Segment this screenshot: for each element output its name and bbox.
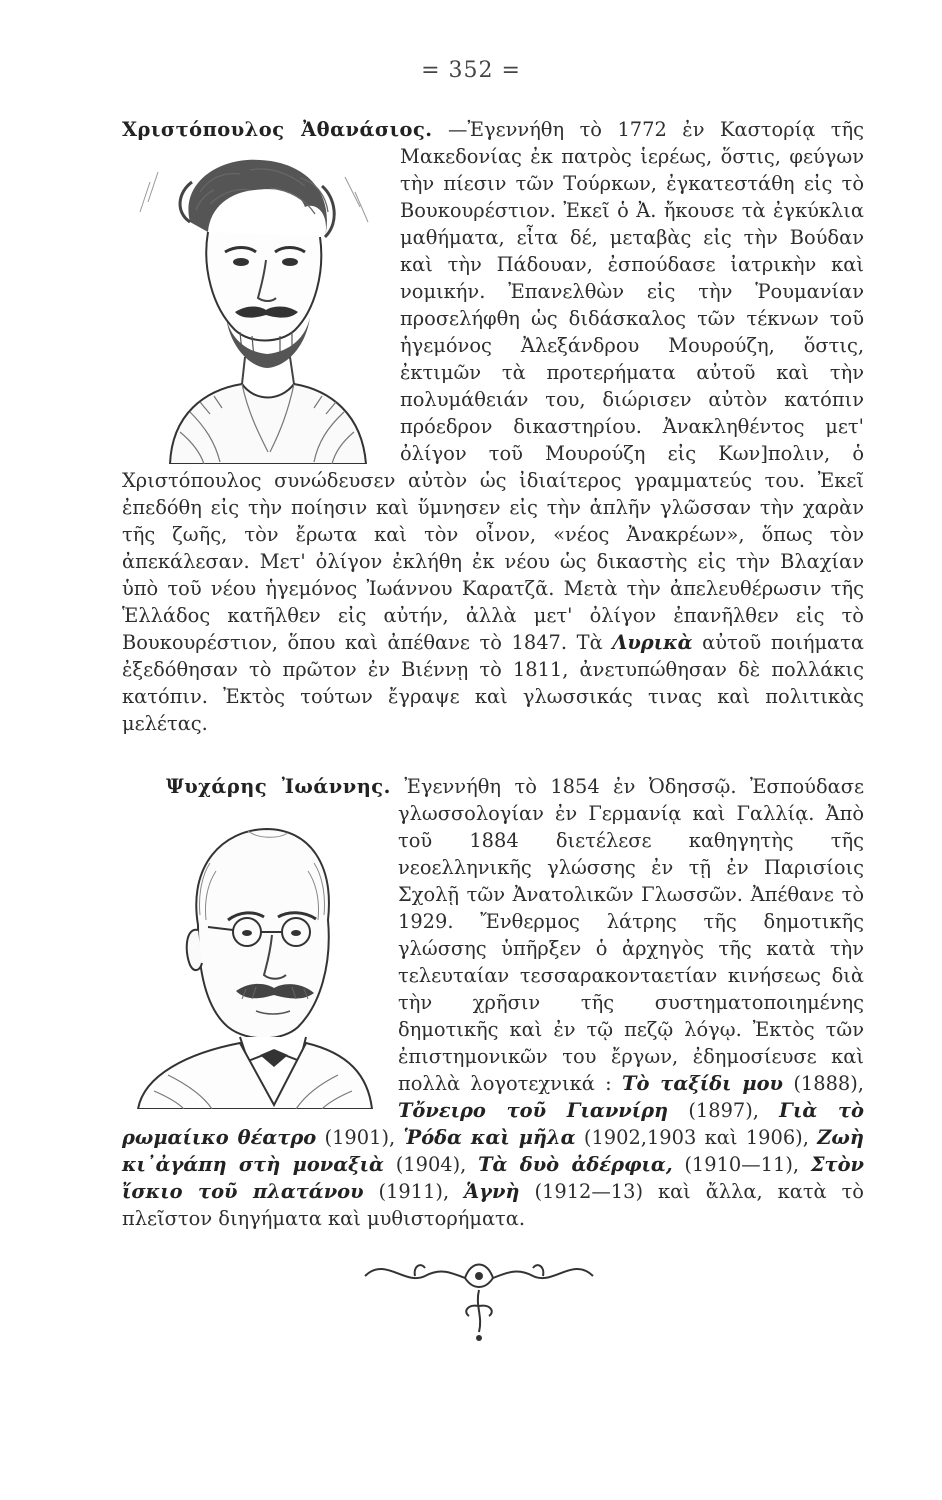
work-title-5: Ζωὴ κι᾿ἀγάπη στὴ μοναξιὰ: [122, 1126, 864, 1176]
work-year-4: (1902,1903 καὶ 1906),: [583, 1126, 809, 1149]
work-lyrika: Λυρικὰ: [612, 631, 693, 654]
work-year-5: (1904),: [395, 1153, 467, 1176]
work-title-8: Ἁγνὴ: [464, 1180, 520, 1203]
work-title-2: Τὄνειρο τοῦ Γιαννίρη: [398, 1099, 669, 1122]
work-title-3: Γιὰ τὸ ρωμαίικο θέατρο: [122, 1099, 864, 1149]
work-year-7: (1911),: [378, 1180, 450, 1203]
work-title-1: Τὸ ταξίδι μου: [622, 1072, 783, 1095]
entry-christopoulos-text-2: αὐτοῦ ποιήματα ἐξεδόθησαν τὸ πρῶτον ἐν Βιέννῃ τὸ 1811, ἀνετυπώθησαν δὲ πολλάκις κατόπιν. Ἐκτὸς τούτων ἔγραψε καὶ γλωσσικάς τινας καὶ πολιτικὰς μελέτας.: [122, 631, 864, 735]
work-title-7: Στὸν ἴσκιο τοῦ πλατάνου: [122, 1153, 864, 1203]
work-title-6: Τὰ δυὸ ἀδέρφια,: [478, 1153, 673, 1176]
entry-christopoulos-text-1: —Ἐγεννήθη τὸ 1772 ἐν Καστορίᾳ τῆς Μακεδονίας ἐκ πατρὸς ἱερέως, ὅστις, φεύγων τὴν πίεσιν τῶν Τούρκων, ἐγκατεστάθη εἰς τὸ Βουκουρέστιον. Ἐκεῖ ὁ Ἀ. ἤκουσε τὰ ἐγκύκλια μαθήματα, εἶτα δέ, μεταβὰς εἰς τὴν Βούδαν καὶ τὴν Πάδουαν, ἐσπούδασε ἰατρικὴν καὶ νομικήν. Ἐπανελθὼν εἰς τὴν Ῥουμανίαν προσελήφθη ὡς διδάσκαλος τῶν τέκνων τοῦ ἡγεμόνος Ἀλεξάνδρου Μουρούζη, ὅστις, ἐκτιμῶν τὰ προτερήματα αὐτοῦ καὶ τὴν πολυμάθειάν του, διώρισεν αὐτὸν κατόπιν πρόεδρον δικαστηρίου. Ἀνακληθέντος μετ' ὀλίγον τοῦ Μουρούζη εἰς Κων]πολιν, ὁ Χριστόπουλος συνώδευσεν αὐτὸν ὡς ἰδιαίτερος γραμματεύς του. Ἐκεῖ ἐπεδόθη εἰς τὴν ποίησιν καὶ ὕμνησεν εἰς τὴν ἁπλῆν γλῶσσαν τὴν χαρὰν τῆς ζωῆς, τὸν ἔρωτα καὶ τὸν οἶνον, «νέος Ἀνακρέων», ὅπως τὸν ἀπεκάλεσαν. Μετ' ὀλίγον ἐκλήθη ἐκ νέου ὡς δικαστὴς εἰς τὴν Βλαχίαν ὑπὸ τοῦ νέου ἡγεμόνος Ἰωάννου Καρατζᾶ. Μετὰ τὴν ἀπελευθέρωσιν τῆς Ἑλλάδος κατῆλθεν εἰς αὐτήν, ἀλλὰ μετ' ὀλίγον ἐπανῆλθεν εἰς τὸ Βουκουρέστιον, ὅπου καὶ ἀπέθανε τὸ 1847. Τὰ: [122, 118, 864, 654]
entry-christopoulos: [122, 116, 864, 737]
entry-psycharis: [122, 773, 864, 1232]
portrait-christopoulos-image: [130, 152, 378, 464]
work-year-1: (1888),: [793, 1072, 864, 1095]
page-number: = 352 =: [421, 58, 521, 83]
work-year-8: (1912—13): [534, 1180, 644, 1203]
portrait-psycharis-image: [128, 805, 376, 1109]
work-year-3: (1901),: [324, 1126, 396, 1149]
entry-christopoulos-title: Χριστόπουλος Ἀθανάσιος.: [122, 118, 433, 141]
entry-psycharis-text-1: Ἐγεννήθη τὸ 1854 ἐν Ὀδησσῷ. Ἐσπούδασε γλωσσολογίαν ἐν Γερμανίᾳ καὶ Γαλλίᾳ. Ἀπὸ τοῦ 1884 διετέλεσε καθηγητὴς τῆς νεοελληνικῆς γλώσσης ἐν τῇ ἐν Παρισίοις Σχολῇ τῶν Ἀνατολικῶν Γλωσσῶν. Ἀπέθανε τὸ 1929. Ἔνθερμος λάτρης τῆς δημοτικῆς γλώσσης ὑπῆρξεν ὁ ἀρχηγὸς τῆς κατὰ τὴν τελευταίαν τεσσαρακονταετίαν κινήσεως διὰ τὴν χρῆσιν τῆς συστηματοποιημένης δημοτικῆς καὶ ἐν τῷ πεζῷ λόγῳ. Ἐκτὸς τῶν ἐπιστημονικῶν του ἔργων, ἐδημοσίευσε καὶ πολλὰ λογοτεχνικά :: [398, 775, 864, 1095]
entry-psycharis-text-2: καὶ ἄλλα, κατὰ τὸ πλεῖστον διηγήματα καὶ μυθιστορήματα.: [122, 1180, 864, 1230]
entry-psycharis-title: Ψυχάρης Ἰωάννης.: [166, 775, 391, 798]
work-title-4: Ῥόδα καὶ μῆλα: [403, 1126, 576, 1149]
entry-christopoulos-first-line: [122, 118, 448, 141]
ornament-divider-icon: [355, 1246, 603, 1346]
work-year-6: (1910—11),: [684, 1153, 800, 1176]
work-year-2: (1897),: [688, 1099, 759, 1122]
